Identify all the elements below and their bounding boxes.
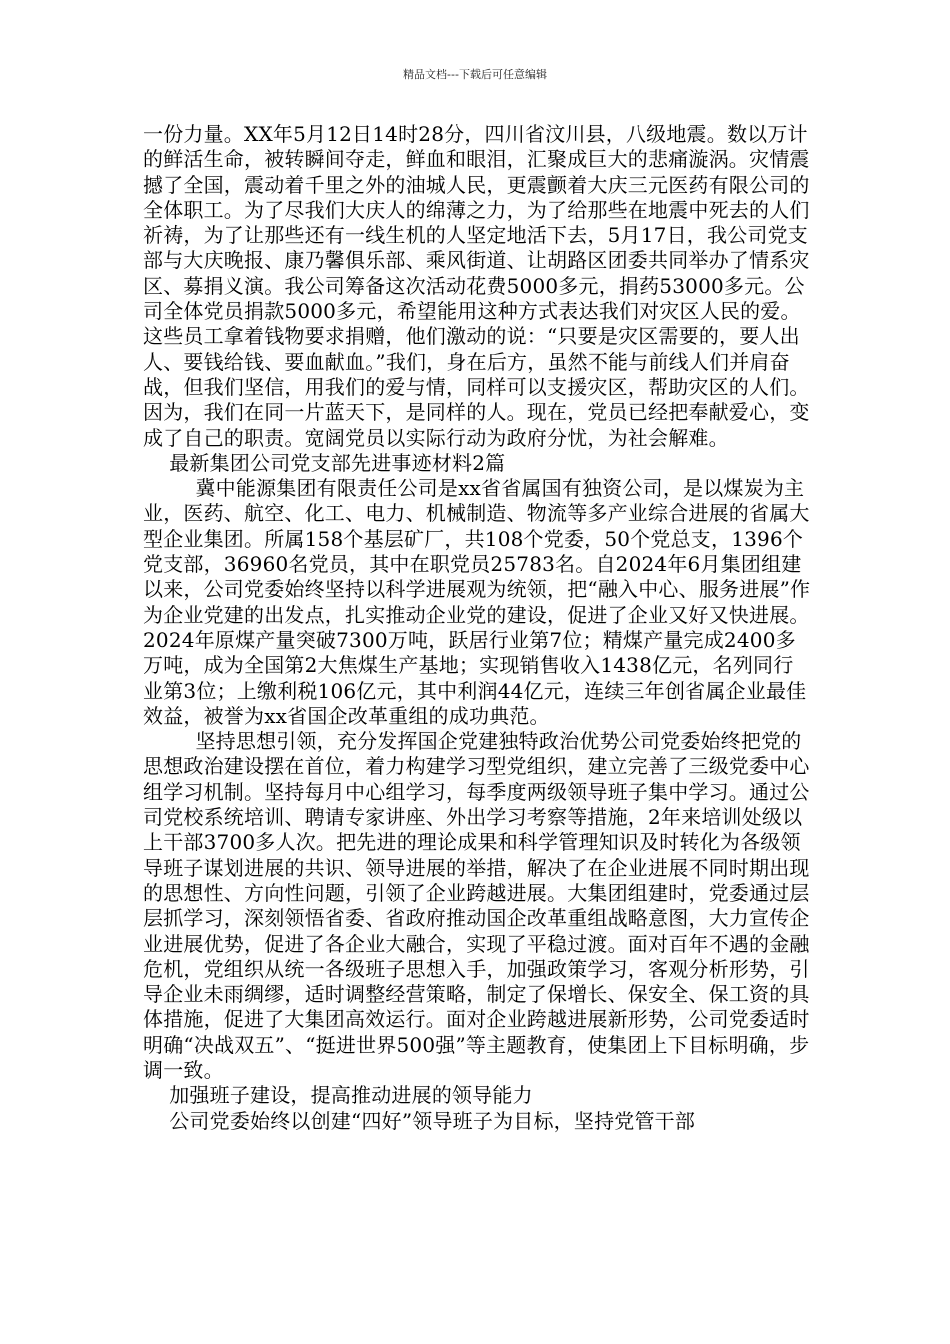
paragraph-company-intro: 冀中能源集团有限责任公司是xx省省属国有独资公司，是以煤炭为主业，医药、航空、化工、电力、机械制造、物流等多产业综合进展的省属大型企业集团。所属158个基层矿厂，共108个党委，50个党总支，1396个党支部，36960名党员，其中在职党员25783名。自2024年6月集团组建以来，公司党委始终坚持以科学进展观为统领，把“融入中心、服务进展”作为企业党建的出发点，扎实推动企业党的建设，促进了企业又好又快进展。2024年原煤产量突破7300万吨，跃居行业第7位；精煤产量完成2400多万吨，成为全国第2大焦煤生产基地；实现销售收入1438亿元，名列同行业第3位；上缴利税106亿元，其中利润44亿元，连续三年创省属企业最佳效益，被誉为xx省国企改革重组的成功典范。 [143,476,811,728]
paragraph-disaster-relief: 一份力量。XX年5月12日14时28分，四川省汶川县，八级地震。数以万计的鲜活生命，被转瞬间夺走，鲜血和眼泪，汇聚成巨大的悲痛漩涡。灾情震撼了全国，震动着千里之外的油城人民，更震颤着大庆三元医药有限公司的全体职工。为了尽我们大庆人的绵薄之力，为了给那些在地震中死去的人们祈祷，为了让那些还有一线生机的人坚定地活下去，5月17日，我公司党支部与大庆晚报、康乃馨俱乐部、乘风街道、让胡路区团委共同举办了情系灾区、募捐义演。我公司筹备这次活动花费5000多元，捐药53000多元。公司全体党员捐款5000多元，希望能用这种方式表达我们对灾区人民的爱。这些员工拿着钱物要求捐赠，他们激动的说：“只要是灾区需要的，要人出人、要钱给钱、要血献血。”我们，身在后方，虽然不能与前线人们并肩奋战，但我们坚信，用我们的爱与情，同样可以支援灾区，帮助灾区的人们。因为，我们在同一片蓝天下，是同样的人。现在，党员已经把奉献爱心，变成了自己的职责。宽阔党员以实际行动为政府分忧，为社会解难。 [143,122,810,450]
section-heading-leadership: 加强班子建设，提高推动进展的领导能力 [143,1083,533,1108]
page-header: 精品文档---下载后可任意编辑 [403,68,547,81]
paragraph-leadership: 公司党委始终以创建“四好”领导班子为目标，坚持党管干部 [143,1108,696,1133]
paragraph-ideological-guidance: 坚持思想引领，充分发挥国企党建独特政治优势公司党委始终把党的思想政治建设摆在首位，着力构建学习型党组织，建立完善了三级党委中心组学习机制。坚持每月中心组学习，每季度两级领导班子集中学习。通过公司党校系统培训、聘请专家讲座、外出学习考察等措施，2年来培训处级以上干部3700多人次。把先进的理论成果和科学管理知识及时转化为各级领导班子谋划进展的共识、领导进展的举措，解决了在企业进展不同时期出现的思想性、方向性问题，引领了企业跨越进展。大集团组建时，党委通过层层抓学习，深刻领悟省委、省政府推动国企改革重组战略意图，大力宣传企业进展优势，促进了各企业大融合，实现了平稳过渡。面对百年不遇的金融危机，党组织从统一各级班子思想入手，加强政策学习，客观分析形势，引导企业未雨绸缪，适时调整经营策略，制定了保增长、保安全、保工资的具体措施，促进了大集团高效运行。面对企业跨越进展新形势，公司党委适时明确“决战双五”、“挺进世界500强”等主题教育，使集团上下目标明确，步调一致。 [143,729,810,1082]
section-title: 最新集团公司党支部先进事迹材料2篇 [143,450,506,475]
document-body [143,122,813,1134]
